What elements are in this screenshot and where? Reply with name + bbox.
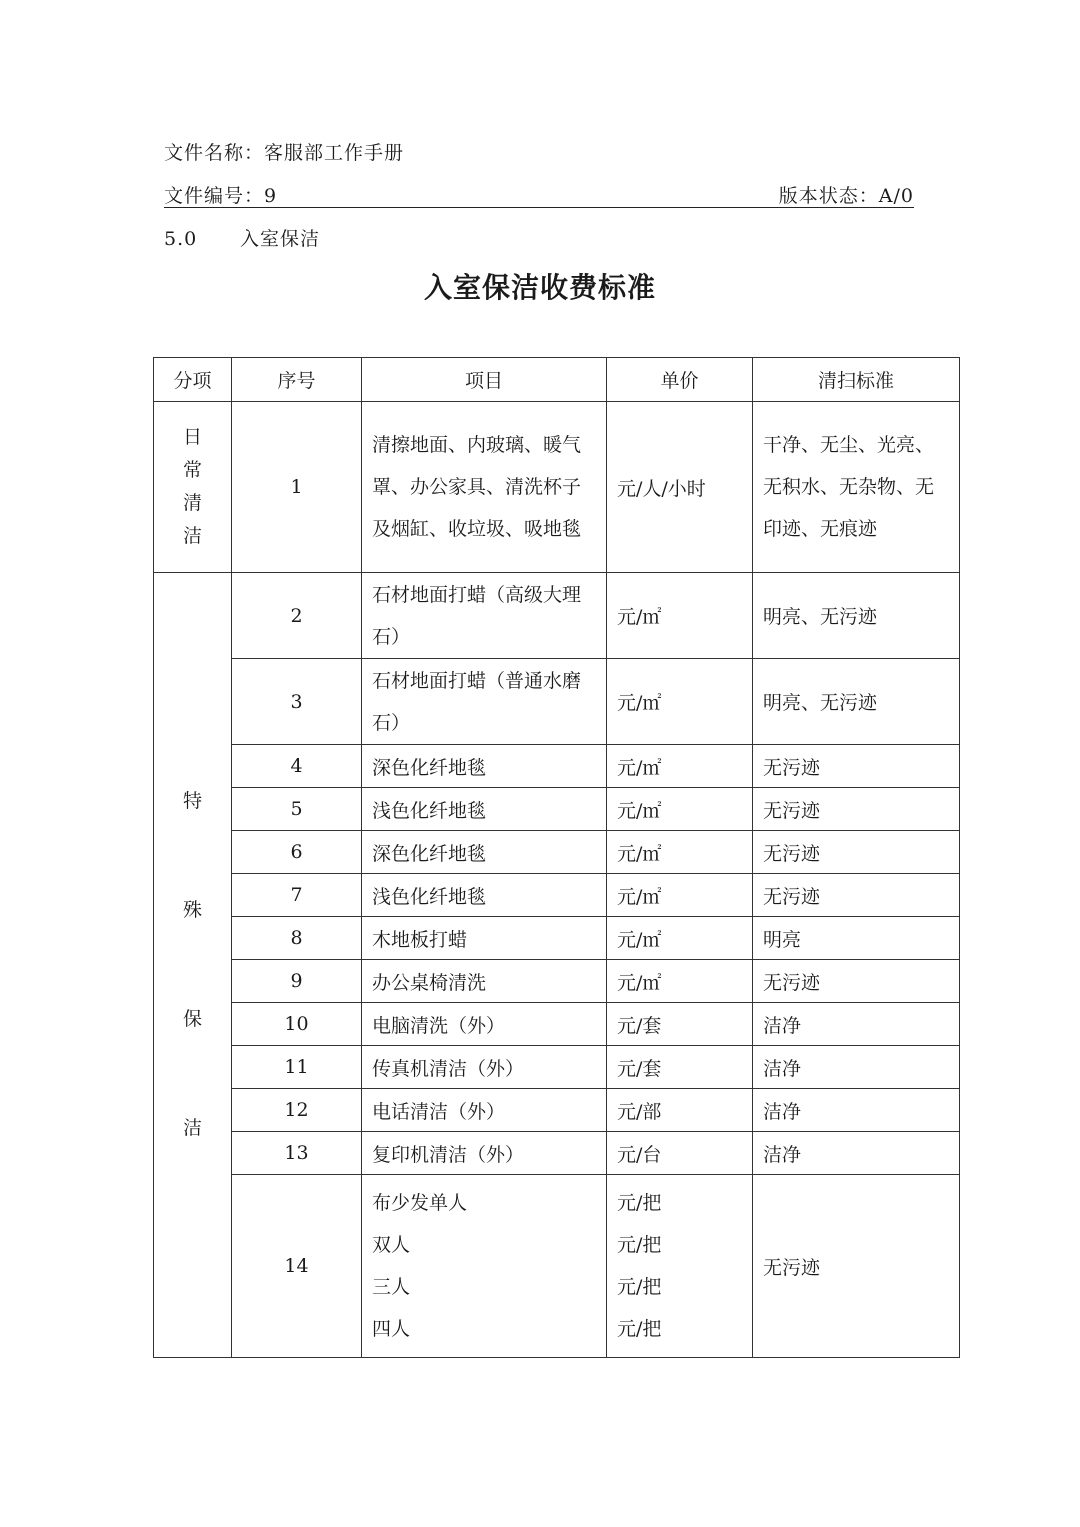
header-standard: 清扫标准 xyxy=(753,358,960,402)
table-row xyxy=(154,874,960,917)
row-number: 13 xyxy=(232,1132,362,1175)
row-item: 浅色化纤地毯 xyxy=(362,874,607,917)
row-unit-price: 元/㎡ xyxy=(607,573,753,659)
row-standard: 干净、无尘、光亮、无积水、无杂物、无印迹、无痕迹 xyxy=(753,402,960,573)
version-status: 版本状态：A/0 xyxy=(778,185,914,207)
row-item: 电脑清洗（外） xyxy=(362,1003,607,1046)
row-unit-price: 元/㎡ xyxy=(607,874,753,917)
table-row xyxy=(154,1046,960,1089)
row-standard: 明亮、无污迹 xyxy=(753,659,960,745)
section-number: 5.0 xyxy=(164,228,198,250)
table-row xyxy=(154,831,960,874)
row-item-list xyxy=(362,1175,607,1358)
row-number: 3 xyxy=(232,659,362,745)
header-category: 分项 xyxy=(154,358,232,402)
table-row xyxy=(154,1003,960,1046)
row-standard: 无污迹 xyxy=(753,788,960,831)
row-unit-price: 元/套 xyxy=(607,1046,753,1089)
row-unit-price: 元/人/小时 xyxy=(607,402,753,573)
page-title: 入室保洁收费标准 xyxy=(423,271,656,304)
row-standard: 明亮、无污迹 xyxy=(753,573,960,659)
row-standard: 无污迹 xyxy=(753,960,960,1003)
list-item: 元/把 xyxy=(617,1234,662,1256)
row-unit-price-list xyxy=(607,1175,753,1358)
row-item: 木地板打蜡 xyxy=(362,917,607,960)
table-row xyxy=(154,788,960,831)
list-item: 元/把 xyxy=(617,1192,662,1214)
row-standard: 洁净 xyxy=(753,1003,960,1046)
row-unit-price: 元/部 xyxy=(607,1089,753,1132)
category-special-cleaning: 特殊保洁 xyxy=(154,573,232,1358)
row-standard: 洁净 xyxy=(753,1046,960,1089)
row-standard: 无污迹 xyxy=(753,1175,960,1358)
row-item: 深色化纤地毯 xyxy=(362,745,607,788)
table-row xyxy=(154,402,960,573)
table-header-row xyxy=(154,358,960,402)
table-row xyxy=(154,1089,960,1132)
header-info-row xyxy=(164,181,914,208)
header-unit-price: 单价 xyxy=(607,358,753,402)
row-number: 6 xyxy=(232,831,362,874)
row-item: 电话清洁（外） xyxy=(362,1089,607,1132)
table-row xyxy=(154,1132,960,1175)
row-item: 办公桌椅清洗 xyxy=(362,960,607,1003)
table-row xyxy=(154,960,960,1003)
row-standard: 无污迹 xyxy=(753,831,960,874)
row-standard: 洁净 xyxy=(753,1132,960,1175)
table-row xyxy=(154,573,960,659)
table-row xyxy=(154,659,960,745)
row-number: 10 xyxy=(232,1003,362,1046)
row-number: 5 xyxy=(232,788,362,831)
row-unit-price: 元/㎡ xyxy=(607,745,753,788)
row-number: 7 xyxy=(232,874,362,917)
row-unit-price: 元/㎡ xyxy=(607,917,753,960)
list-item: 布少发单人 xyxy=(372,1192,468,1214)
section-title: 入室保洁 xyxy=(240,228,321,250)
row-unit-price: 元/㎡ xyxy=(607,831,753,874)
row-number: 14 xyxy=(232,1175,362,1358)
table-row xyxy=(154,1175,960,1358)
row-item: 传真机清洁（外） xyxy=(362,1046,607,1089)
list-item: 三人 xyxy=(372,1276,411,1298)
row-unit-price: 元/台 xyxy=(607,1132,753,1175)
row-item: 石材地面打蜡（高级大理石） xyxy=(362,573,607,659)
row-number: 8 xyxy=(232,917,362,960)
row-unit-price: 元/㎡ xyxy=(607,960,753,1003)
list-item: 双人 xyxy=(372,1234,411,1256)
row-standard: 明亮 xyxy=(753,917,960,960)
row-number: 1 xyxy=(232,402,362,573)
row-item: 浅色化纤地毯 xyxy=(362,788,607,831)
row-standard: 无污迹 xyxy=(753,745,960,788)
table-row xyxy=(154,745,960,788)
list-item: 四人 xyxy=(372,1318,411,1340)
row-number: 9 xyxy=(232,960,362,1003)
header-item: 项目 xyxy=(362,358,607,402)
row-item: 清擦地面、内玻璃、暖气罩、办公家具、清洗杯子及烟缸、收垃圾、吸地毯 xyxy=(362,402,607,573)
document-name: 文件名称：客服部工作手册 xyxy=(164,142,405,164)
row-standard: 无污迹 xyxy=(753,874,960,917)
row-item: 石材地面打蜡（普通水磨石） xyxy=(362,659,607,745)
row-number: 2 xyxy=(232,573,362,659)
section-heading xyxy=(164,224,320,251)
row-unit-price: 元/㎡ xyxy=(607,659,753,745)
row-item: 深色化纤地毯 xyxy=(362,831,607,874)
list-item: 元/把 xyxy=(617,1318,662,1340)
row-number: 4 xyxy=(232,745,362,788)
row-number: 11 xyxy=(232,1046,362,1089)
row-number: 12 xyxy=(232,1089,362,1132)
list-item: 元/把 xyxy=(617,1276,662,1298)
fee-table xyxy=(153,357,960,1358)
row-unit-price: 元/㎡ xyxy=(607,788,753,831)
header-number: 序号 xyxy=(232,358,362,402)
document-number: 文件编号：9 xyxy=(164,185,278,207)
table-row xyxy=(154,917,960,960)
row-unit-price: 元/套 xyxy=(607,1003,753,1046)
category-daily-cleaning: 日常清洁 xyxy=(154,402,232,573)
row-item: 复印机清洁（外） xyxy=(362,1132,607,1175)
row-standard: 洁净 xyxy=(753,1089,960,1132)
